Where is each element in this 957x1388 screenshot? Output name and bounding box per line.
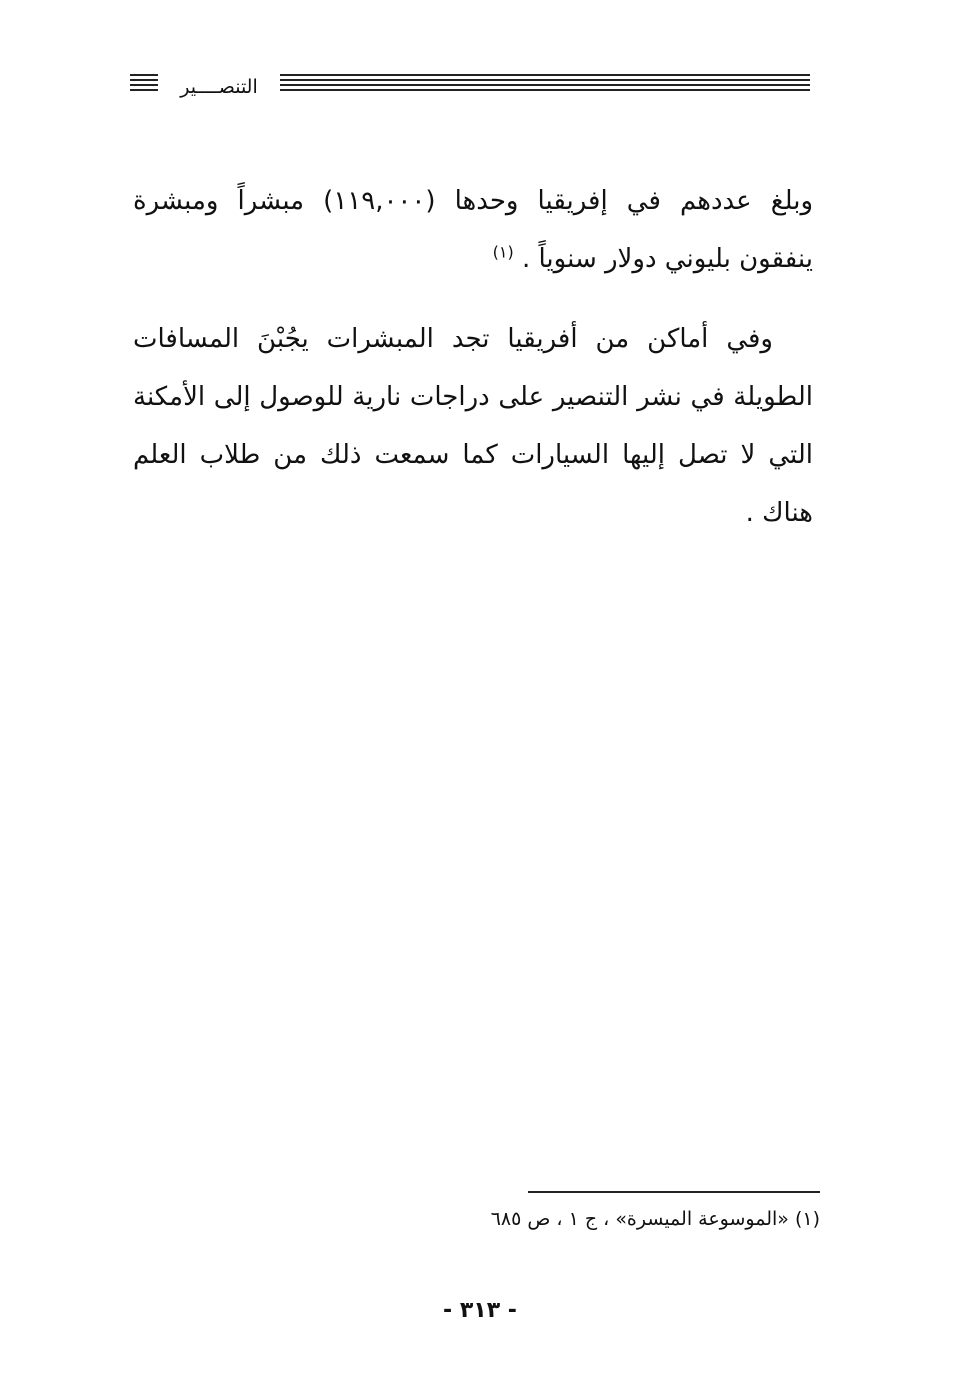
page-number: - ٣١٣ - xyxy=(443,1298,517,1323)
paragraph-2-text: وفي أماكن من أفريقيا تجد المبشرات يجُبْنَ المسافات الطويلة في نشر التنصير على دراجات نارية للوصول إلى الأمكنة التي لا تصل إليها السيارات كما سمعت ذلك من طلاب العلم هناك . xyxy=(133,324,813,528)
footnote: (١) «الموسوعة الميسرة» ، ج ١ ، ص ٦٨٥ xyxy=(490,1208,820,1230)
paragraph-1 xyxy=(133,172,813,288)
paragraph-2 xyxy=(133,310,813,542)
header-rule-left xyxy=(130,74,158,94)
running-header xyxy=(130,70,810,100)
running-title: التنصــــير xyxy=(180,76,258,98)
paragraph-1-text: وبلغ عددهم في إفريقيا وحدها (١١٩,٠٠٠) مبشراً ومبشرة ينفقون بليوني دولار سنوياً . xyxy=(133,186,814,274)
footnote-reference: (١) xyxy=(492,242,514,262)
main-text xyxy=(133,172,813,564)
footnote-separator xyxy=(528,1191,820,1193)
header-rule-right xyxy=(280,74,810,94)
